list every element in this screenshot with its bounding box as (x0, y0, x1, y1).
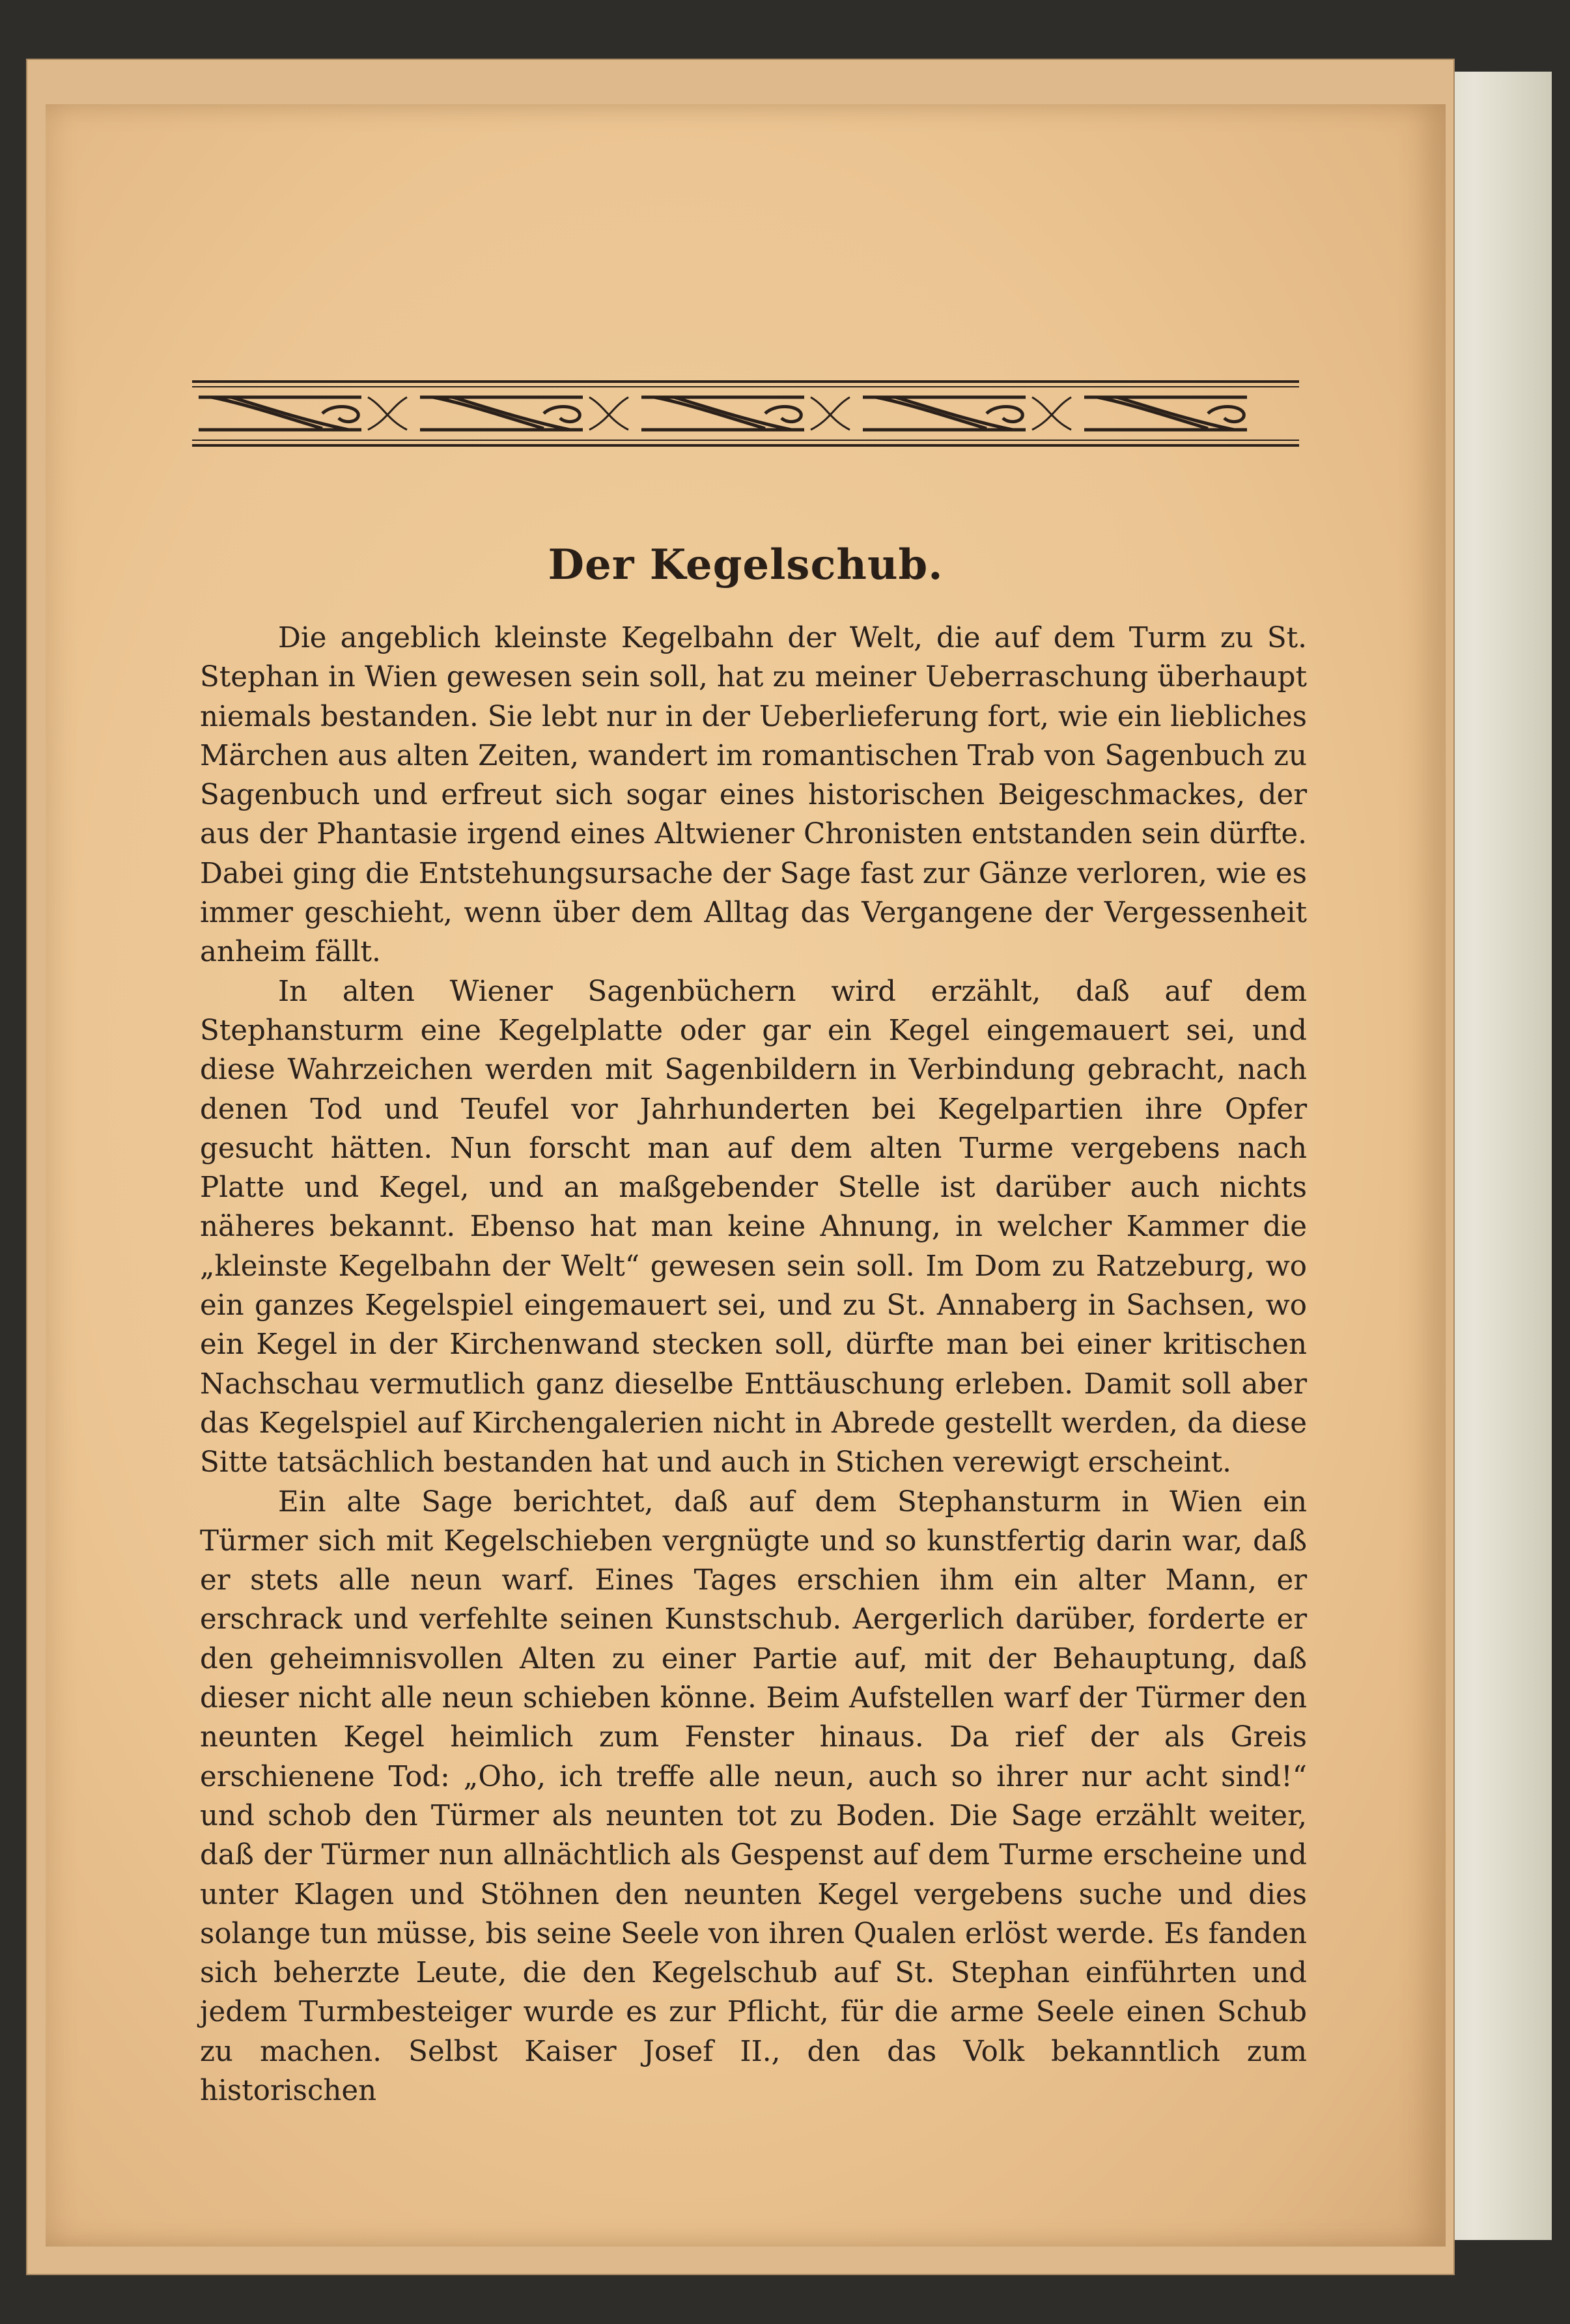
paragraph-2: In alten Wiener Sagenbüchern wird erzählt, daß auf dem Stephansturm eine Kegelplatte oder gar ein Kegel eingemauert sei, und diese Wahrzeichen werden mit Sagenbildern in Verbindung gebracht, nach denen Tod und Teufel vor Jahrhunderten bei Kegelpartien ihre Opfer gesucht hätten. Nun forscht man auf dem alten Turme vergebens nach Platte und Kegel, und an maßgebender Stelle ist darüber auch nichts näheres bekannt. Ebenso hat man keine Ahnung, in welcher Kammer die „kleinste Kegelbahn der Welt“ gewesen sein soll. Im Dom zu Ratzeburg, wo ein ganzes Kegelspiel eingemauert sei, und zu St. Annaberg in Sachsen, wo ein Kegel in der Kirchenwand stecken soll, dürfte man bei einer kritischen Nachschau vermutlich ganz dieselbe Enttäuschung erleben. Damit soll aber das Kegelspiel auf Kirchengalerien nicht in Abrede gestellt werden, da diese Sitte tatsächlich bestanden hat und auch in Stichen verewigt erscheint. (200, 975, 1307, 1479)
chapter-title: Der Kegelschub. (548, 540, 944, 589)
paragraph-3: Ein alte Sage berichtet, daß auf dem Stephansturm in Wien ein Türmer sich mit Kegelschieben vergnügte und so kunstfertig darin war, daß er stets alle neun warf. Eines Tages erschien ihm ein alter Mann, er erschrack und verfehlte seinen Kunstschub. Aergerlich darüber, forderte er den geheimnisvollen Alten zu einer Partie auf, mit der Behauptung, daß dieser nicht alle neun schieben könne. Beim Aufstellen warf der Türmer den neunten Kegel heimlich zum Fenster hinaus. Da rief der als Greis erschienene Tod: „Oho, ich treffe alle neun, auch so ihrer nur acht sind!“ und schob den Türmer als neunten tot zu Boden. Die Sage erzählt weiter, daß der Türmer nun allnächtlich als Gespenst auf dem Turme erscheine und unter Klagen und Stöhnen den neunten Kegel vergebens suche und dies solange tun müsse, bis seine Seele von ihren Qualen erlöst werde. Es fanden sich beherzte Leute, die den Kegelschub auf St. Stephan einführten und jedem Turmbesteiger wurde es zur Pflicht, für die arme Seele einen Schub zu machen. Selbst Kaiser Josef II., den das Volk bekanntlich zum historischen (200, 1485, 1307, 2107)
book-page (46, 104, 1446, 2247)
paragraph-1: Die angeblich kleinste Kegelbahn der Welt, die auf dem Turm zu St. Stephan in Wien gewesen sein soll, hat zu meiner Ueberraschung überhaupt niemals bestanden. Sie lebt nur in der Ueberlieferung fort, wie ein liebliches Märchen aus alten Zeiten, wandert im romantischen Trab von Sagenbuch zu Sagenbuch und erfreut sich sogar eines historischen Beigeschmackes, der aus der Phantasie irgend eines Altwiener Chronisten entstanden sein dürfte. Dabei ging die Entstehungsursache der Sage fast zur Gänze verloren, wie es immer geschieht, wenn über dem Alltag das Vergangene der Vergessenheit anheim fällt. (200, 622, 1307, 969)
ornamental-header-border (192, 378, 1299, 449)
body-text (200, 619, 1307, 2110)
